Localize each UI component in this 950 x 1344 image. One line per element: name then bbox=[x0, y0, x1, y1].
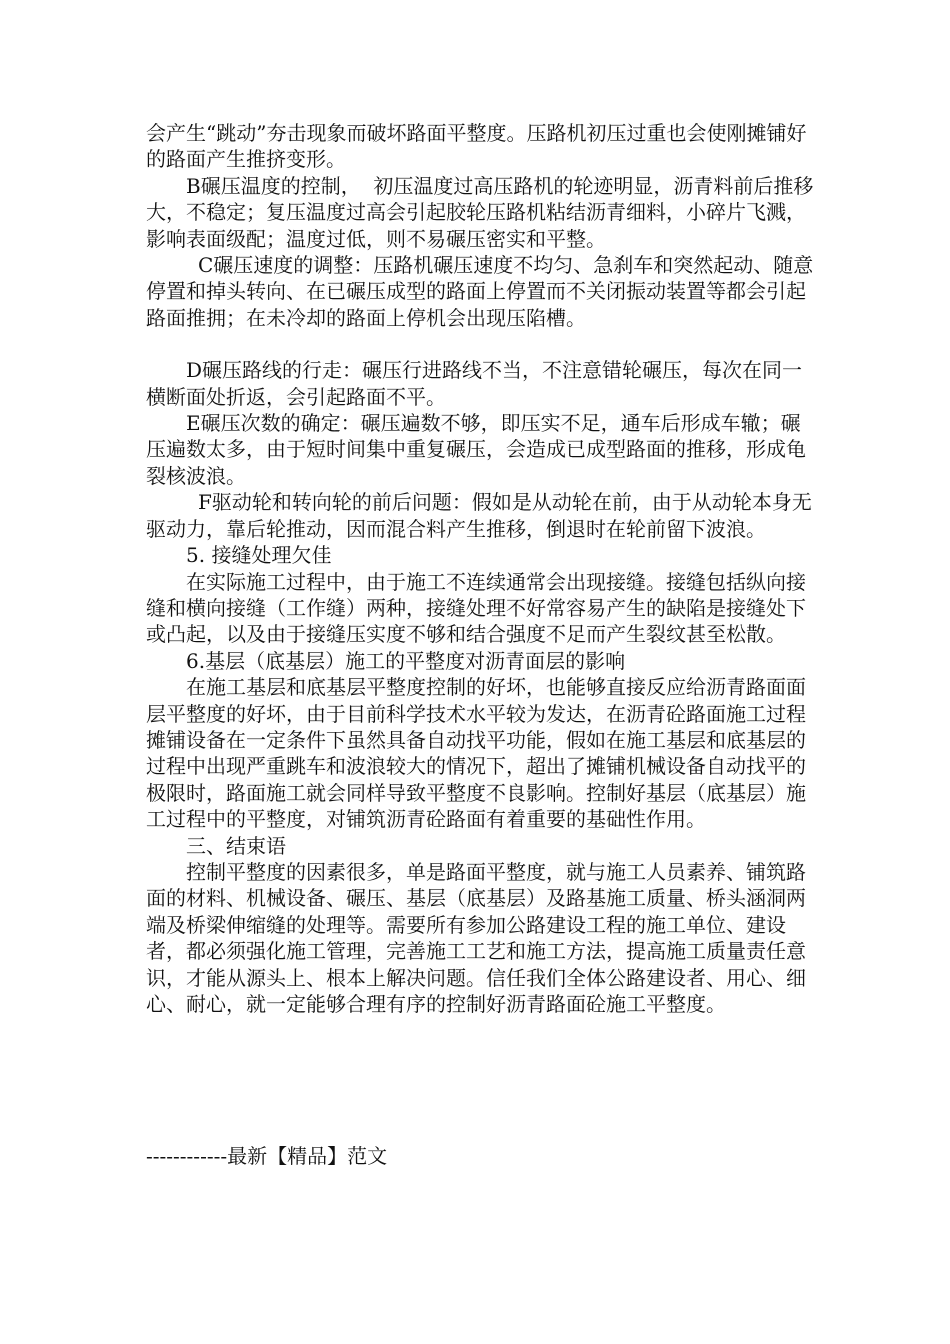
paragraph-rolling-temperature: B碾压温度的控制， 初压温度过高压路机的轮迹明显，沥青料前后推移大，不稳定；复压温度过高会引起胶轮压路机粘结沥青细料，小碎片飞溅，影响表面级配；温度过低，则不易碾压密实和平整。 bbox=[146, 173, 814, 251]
section-heading-conclusion: 三、结束语 bbox=[186, 833, 286, 858]
paragraph-rolling-speed: C碾压速度的调整：压路机碾压速度不均匀、急刹车和突然起动、随意停置和掉头转向、在已碾压成型的路面上停置而不关闭振动装置等都会引起路面推拥；在未冷却的路面上停机会出现压陷槽。 bbox=[146, 253, 814, 330]
paragraph-base-layer: 在施工基层和底基层平整度控制的好坏，也能够直接反应给沥青路面面层平整度的好坏，由于目前科学技术水平较为发达，在沥青砼路面施工过程摊铺设备在一定条件下虽然具备自动找平功能，假如在施工基层和底基层的过程中出现严重跳车和波浪较大的情况下，超出了摊铺机械设备自动找平的极限时，路面施工就会同样导致平整度不良影响。控制好基层（底基层）施工过程中的平整度，对铺筑沥青砼路面有着重要的基础性作用。 bbox=[146, 675, 806, 832]
document-body bbox=[146, 120, 818, 1017]
page-footer: ------------最新【精品】范文 bbox=[146, 1144, 388, 1168]
section-heading-base-layer: 6.基层（底基层）施工的平整度对沥青面层的影响 bbox=[186, 648, 626, 673]
paragraph-drive-wheel: F驱动轮和转向轮的前后问题：假如是从动轮在前，由于从动轮本身无驱动力，靠后轮推动，因而混合料产生推移，倒退时在轮前留下波浪。 bbox=[146, 490, 812, 541]
paragraph-rolling-count: E碾压次数的确定：碾压遍数不够，即压实不足，通车后形成车辙；碾压遍数太多，由于短时间集中重复碾压，会造成已成型路面的推移，形成龟裂核波浪。 bbox=[146, 411, 806, 488]
paragraph-rolling-route: D碾压路线的行走：碾压行进路线不当，不注意错轮碾压，每次在同一横断面处折返，会引起路面不平。 bbox=[146, 358, 803, 409]
section-heading-joints: 5. 接缝处理欠佳 bbox=[186, 543, 332, 568]
paragraph-continuation: 会产生“跳动”夯击现象而破坏路面平整度。压路机初压过重也会使刚摊铺好的路面产生推挤变形。 bbox=[146, 121, 807, 172]
paragraph-conclusion: 控制平整度的因素很多，单是路面平整度，就与施工人员素养、铺筑路面的材料、机械设备、碾压、基层（底基层）及路基施工质量、桥头涵洞两端及桥梁伸缩缝的处理等。需要所有参加公路建设工程的施工单位、建设者，都必须强化施工管理，完善施工工艺和施工方法，提高施工质量责任意识，才能从源头上、根本上解决问题。信任我们全体公路建设者、用心、细心、耐心，就一定能够合理有序的控制好沥青路面砼施工平整度。 bbox=[146, 859, 806, 1016]
paragraph-joints: 在实际施工过程中，由于施工不连续通常会出现接缝。接缝包括纵向接缝和横向接缝（工作缝）两种，接缝处理不好常容易产生的缺陷是接缝处下或凸起，以及由于接缝压实度不够和结合强度不足而产生裂纹甚至松散。 bbox=[146, 569, 806, 647]
